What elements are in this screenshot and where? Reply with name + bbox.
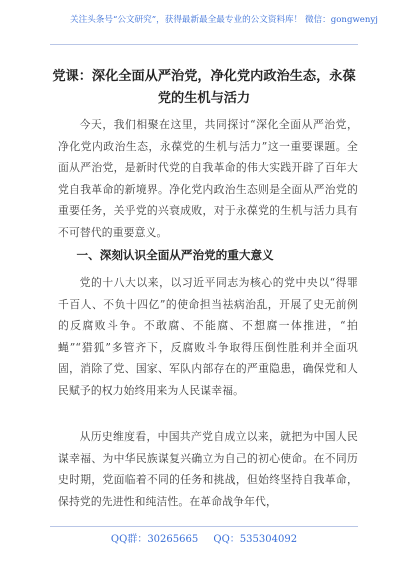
section-paragraph: 党的十八大以来，以习近平同志为核心的党中央以“得罪千百人、不负十四亿”的使命担当祛病治乱，开展了史无前例的反腐败斗争。不敢腐、不能腐、不想腐一体推进，“拍蝇”“猎狐”多管齐下，反腐败斗争取得压倒性胜利并全面巩固，消除了党、国家、军队内部存在的严重隐患，确保党和人民赋予的权力始终用来为人民谋幸福。 bbox=[58, 276, 358, 397]
document-title: 党课：深化全面从严治党，净化党内政治生态，永葆党的生机与活力 bbox=[52, 69, 356, 106]
footer-divider bbox=[50, 526, 358, 527]
footer-qq-group[interactable]: QQ群：30265665 bbox=[110, 534, 199, 545]
section-heading: 一、深刻认识全面从严治党的重大意义 bbox=[76, 248, 274, 262]
header-notice[interactable]: 关注头条号“公文研究”，获得最新最全最专业的公文资料库！ 微信：gongwenyj bbox=[70, 15, 378, 25]
footer-contact bbox=[0, 532, 408, 548]
header-divider bbox=[50, 44, 358, 45]
section-paragraph: 从历史维度看，中国共产党自成立以来，就把为中国人民谋幸福、为中华民族谋复兴确立为自己的初心使命。在不同历史时期，党面临着不同的任务和挑战，但始终坚持自我革命，保持党的先进性和纯洁性。在革命战争年代， bbox=[58, 430, 358, 508]
footer-qq[interactable]: QQ：535304092 bbox=[213, 534, 298, 545]
intro-paragraph: 今天，我们相聚在这里，共同探讨“深化全面从严治党，净化党内政治生态，永葆党的生机与活力”这一重要课题。全面从严治党，是新时代党的自我革命的伟大实践开辟了百年大党自我革命的新境界。净化党内政治生态则是全面从严治党的重要任务，关乎党的兴衰成败，对于永葆党的生机与活力具有不可替代的重要意义。 bbox=[58, 118, 358, 239]
